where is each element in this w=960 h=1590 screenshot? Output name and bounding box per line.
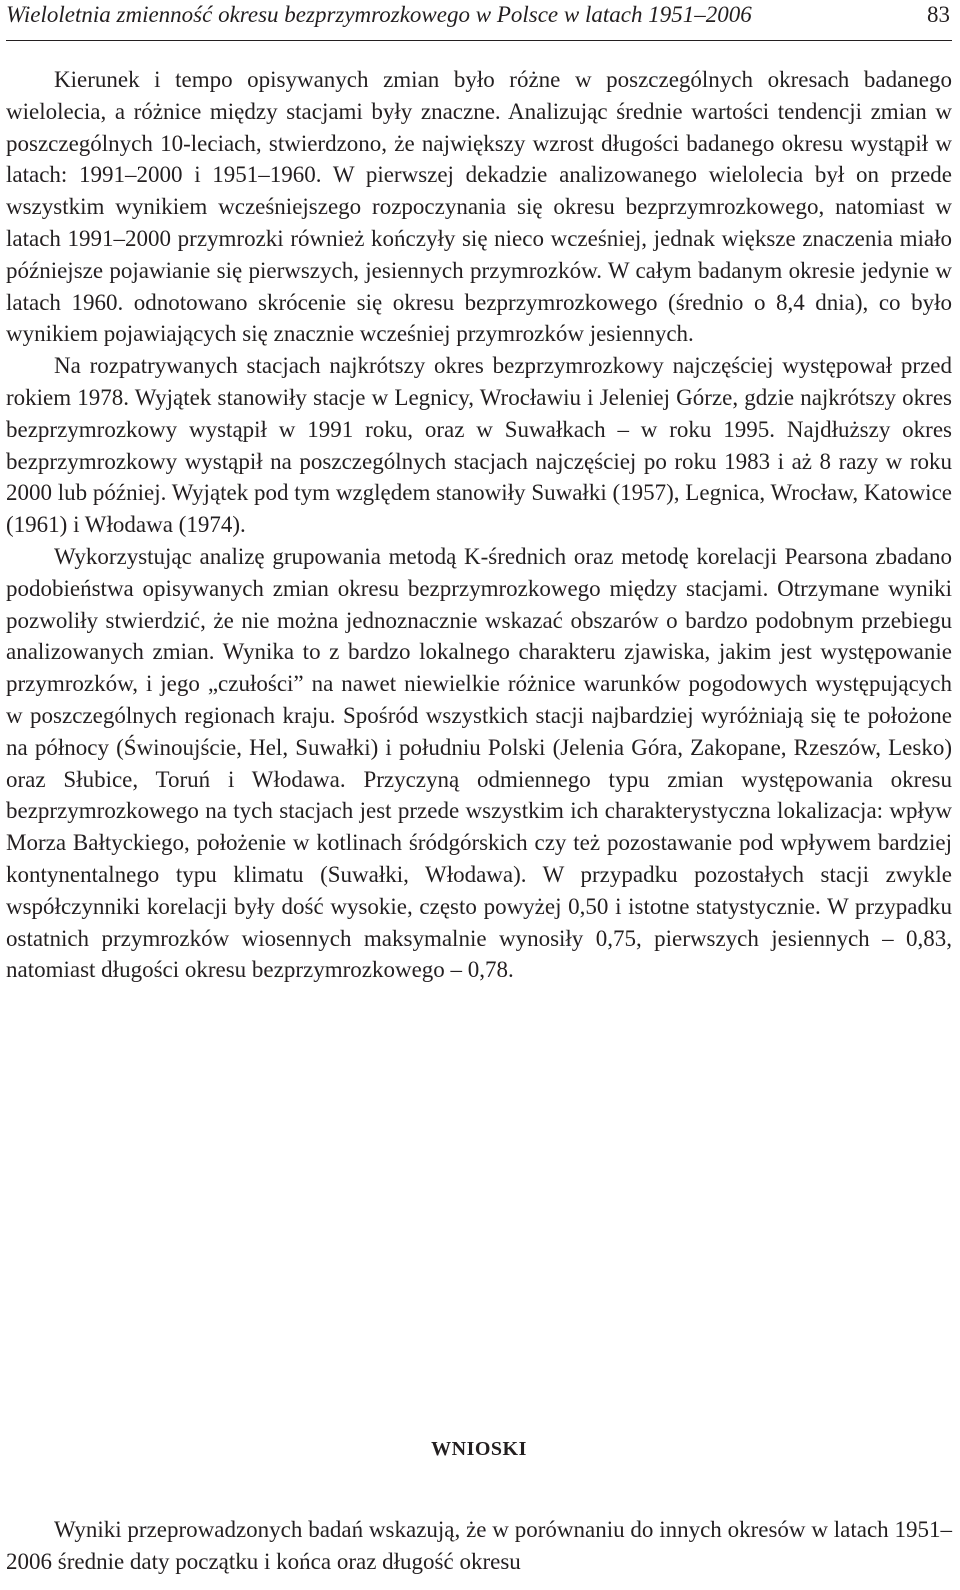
running-title: Wieloletnia zmienność okresu bezprzymrozkowego w Polsce w latach 1951–2006 — [6, 2, 752, 27]
conclusions-body-text — [6, 1514, 952, 1578]
running-head — [6, 0, 952, 41]
section-heading-conclusions: WNIOSKI — [431, 1438, 527, 1460]
paragraph-clustering: Wykorzystując analizę grupowania metodą K-średnich oraz metodę korelacji Pearsona zbadano podobieństwa opisywanych zmian okresu bezprzymrozkowego między stacjami. Otrzymane wyniki pozwoliły stwierdzić, że nie można jednoznacznie wskazać obszarów o bardzo podobnym przebiegu analizowanych zmian. Wynika to z bardzo lokalnego charakteru zjawiska, jakim jest występowanie przymrozków, i jego „czułości” na nawet niewielkie różnice warunków pogodowych występujących w poszczególnych regionach kraju. Spośród wszystkich stacji najbardziej wyróżniają się te położone na północy (Świnoujście, Hel, Suwałki) i południu Polski (Jelenia Góra, Zakopane, Rzeszów, Lesko) oraz Słubice, Toruń i Włodawa. Przyczyną odmiennego typu zmian występowania okresu bezprzymrozkowego na tych stacjach jest przede wszystkim ich charakterystyczna lokalizacja: wpływ Morza Bałtyckiego, położenie w kotlinach śródgórskich czy też pozostawanie pod wpływem bardziej kontynentalnego typu klimatu (Suwałki, Włodawa). W przypadku pozostałych stacji zwykle współczynniki korelacji były dość wysokie, często powyżej 0,50 i istotne statystycznie. W przypadku ostatnich przymrozków wiosennych maksymalnie wynosiły 0,75, pierwszych jesiennych – 0,83, natomiast długości okresu bezprzymrozkowego – 0,78. — [6, 543, 952, 983]
paragraph-conclusions: Wyniki przeprowadzonych badań wskazują, że w porównaniu do innych okresów w latach 1951–2006 średnie daty początku i końca oraz długość okresu — [6, 1517, 952, 1574]
paragraph-trends: Kierunek i tempo opisywanych zmian było różne w poszczególnych okresach badanego wielolecia, a różnice między stacjami były znaczne. Analizując średnie wartości tendencji zmian w poszczególnych 10-leciach, stwierdzono, że największy wzrost długości badanego okresu wystąpił w latach: 1991–2000 i 1951–1960. W pierwszej dekadzie analizowanego wielolecia był on przede wszystkim wynikiem wcześniejszego rozpoczynania się okresu bezprzymrozkowego, natomiast w latach 1991–2000 przymrozki również kończyły się nieco wcześniej, jednak większe znaczenia miało późniejsze pojawianie się pierwszych, jesiennych przymrozków. W całym badanym okresie jedynie w latach 1960. odnotowano skrócenie się okresu bezprzymrozkowego (średnio o 8,4 dnia), co było wynikiem pojawiających się znacznie wcześniej przymrozków jesiennych. — [6, 67, 952, 347]
main-body-text — [6, 64, 952, 986]
paragraph-extremes: Na rozpatrywanych stacjach najkrótszy okres bezprzymrozkowy najczęściej występował przed rokiem 1978. Wyjątek stanowiły stacje w Legnicy, Wrocławiu i Jeleniej Górze, gdzie najkrótszy okres bezprzymrozkowy wystąpił w 1991 roku, oraz w Suwałkach – w roku 1995. Najdłuższy okres bezprzymrozkowy wystąpił na poszczególnych stacjach najczęściej po roku 1983 i aż 8 razy w roku 2000 lub później. Wyjątek pod tym względem stanowiły Suwałki (1957), Legnica, Wrocław, Katowice (1961) i Włodawa (1974). — [6, 353, 952, 538]
page-number: 83 — [927, 2, 950, 27]
